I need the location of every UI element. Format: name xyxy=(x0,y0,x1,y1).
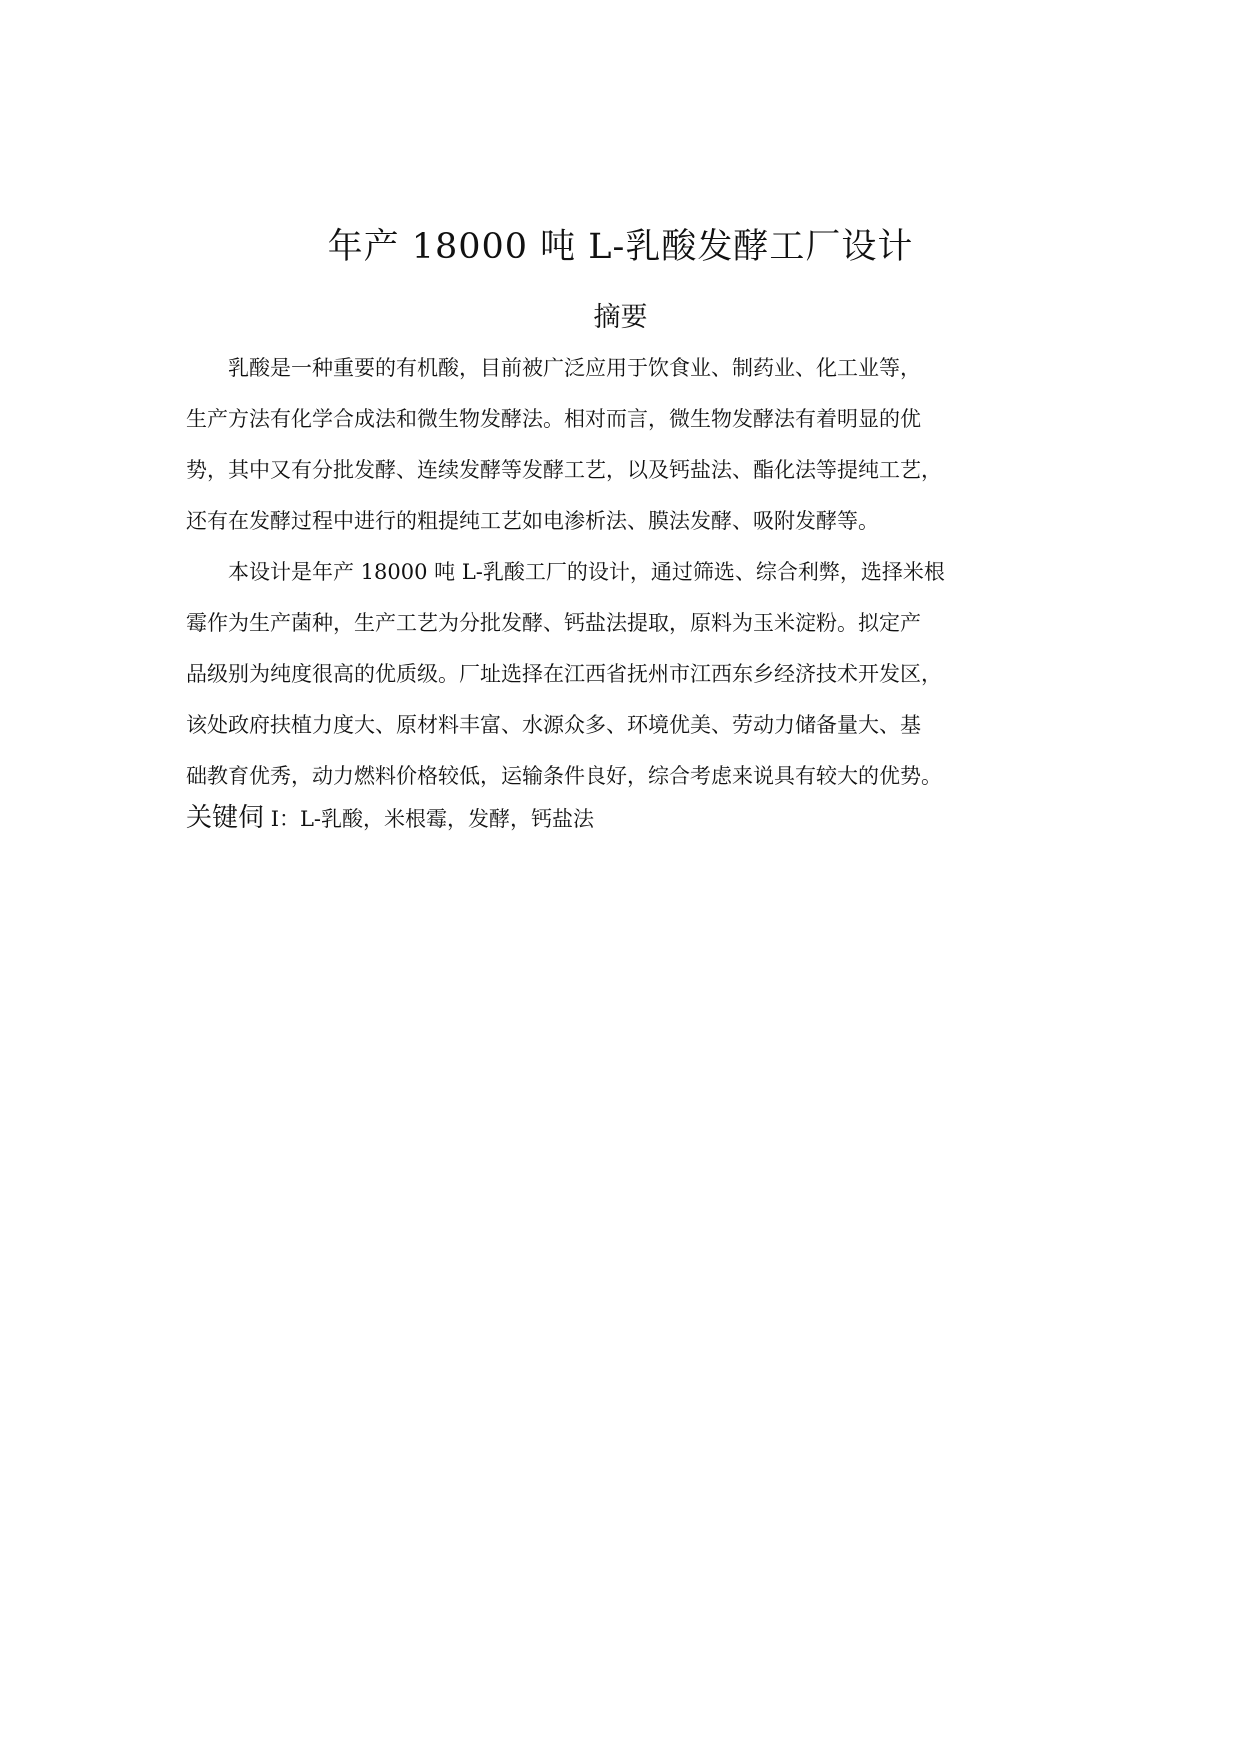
abstract-line: 础教育优秀，动力燃料价格较低，运输条件良好，综合考虑来说具有较大的优势。 xyxy=(186,764,942,788)
document-title: 年产 18000 吨 L-乳酸发酵工厂设计 xyxy=(327,227,914,267)
keywords-line xyxy=(186,798,594,841)
abstract-line: 霉作为生产菌种，生产工艺为分批发酵、钙盐法提取，原料为玉米淀粉。拟定产 xyxy=(186,611,921,635)
abstract-body xyxy=(186,348,1006,807)
abstract-line: 本设计是年产 18000 吨 L-乳酸工厂的设计，通过筛选、综合利弊，选择米根 xyxy=(186,560,945,584)
abstract-line: 势，其中又有分批发酵、连续发酵等发酵工艺，以及钙盐法、酯化法等提纯工艺， xyxy=(186,458,942,482)
abstract-heading: 摘要 xyxy=(593,302,648,333)
abstract-line: 还有在发酵过程中进行的粗提纯工艺如电渗析法、膜法发酵、吸附发酵等。 xyxy=(186,509,879,533)
abstract-line: 品级别为纯度很高的优质级。厂址选择在江西省抚州市江西东乡经济技术开发区， xyxy=(186,662,942,686)
abstract-line: 生产方法有化学合成法和微生物发酵法。相对而言，微生物发酵法有着明显的优 xyxy=(186,407,921,431)
abstract-line: 该处政府扶植力度大、原材料丰富、水源众多、环境优美、劳动力储备量大、基 xyxy=(186,713,921,737)
abstract-line: 乳酸是一种重要的有机酸，目前被广泛应用于饮食业、制药业、化工业等， xyxy=(186,356,921,380)
keywords-label: 关键伺 xyxy=(186,803,265,833)
keywords-text: I：L-乳酸，米根霉，发酵，钙盐法 xyxy=(264,807,595,831)
